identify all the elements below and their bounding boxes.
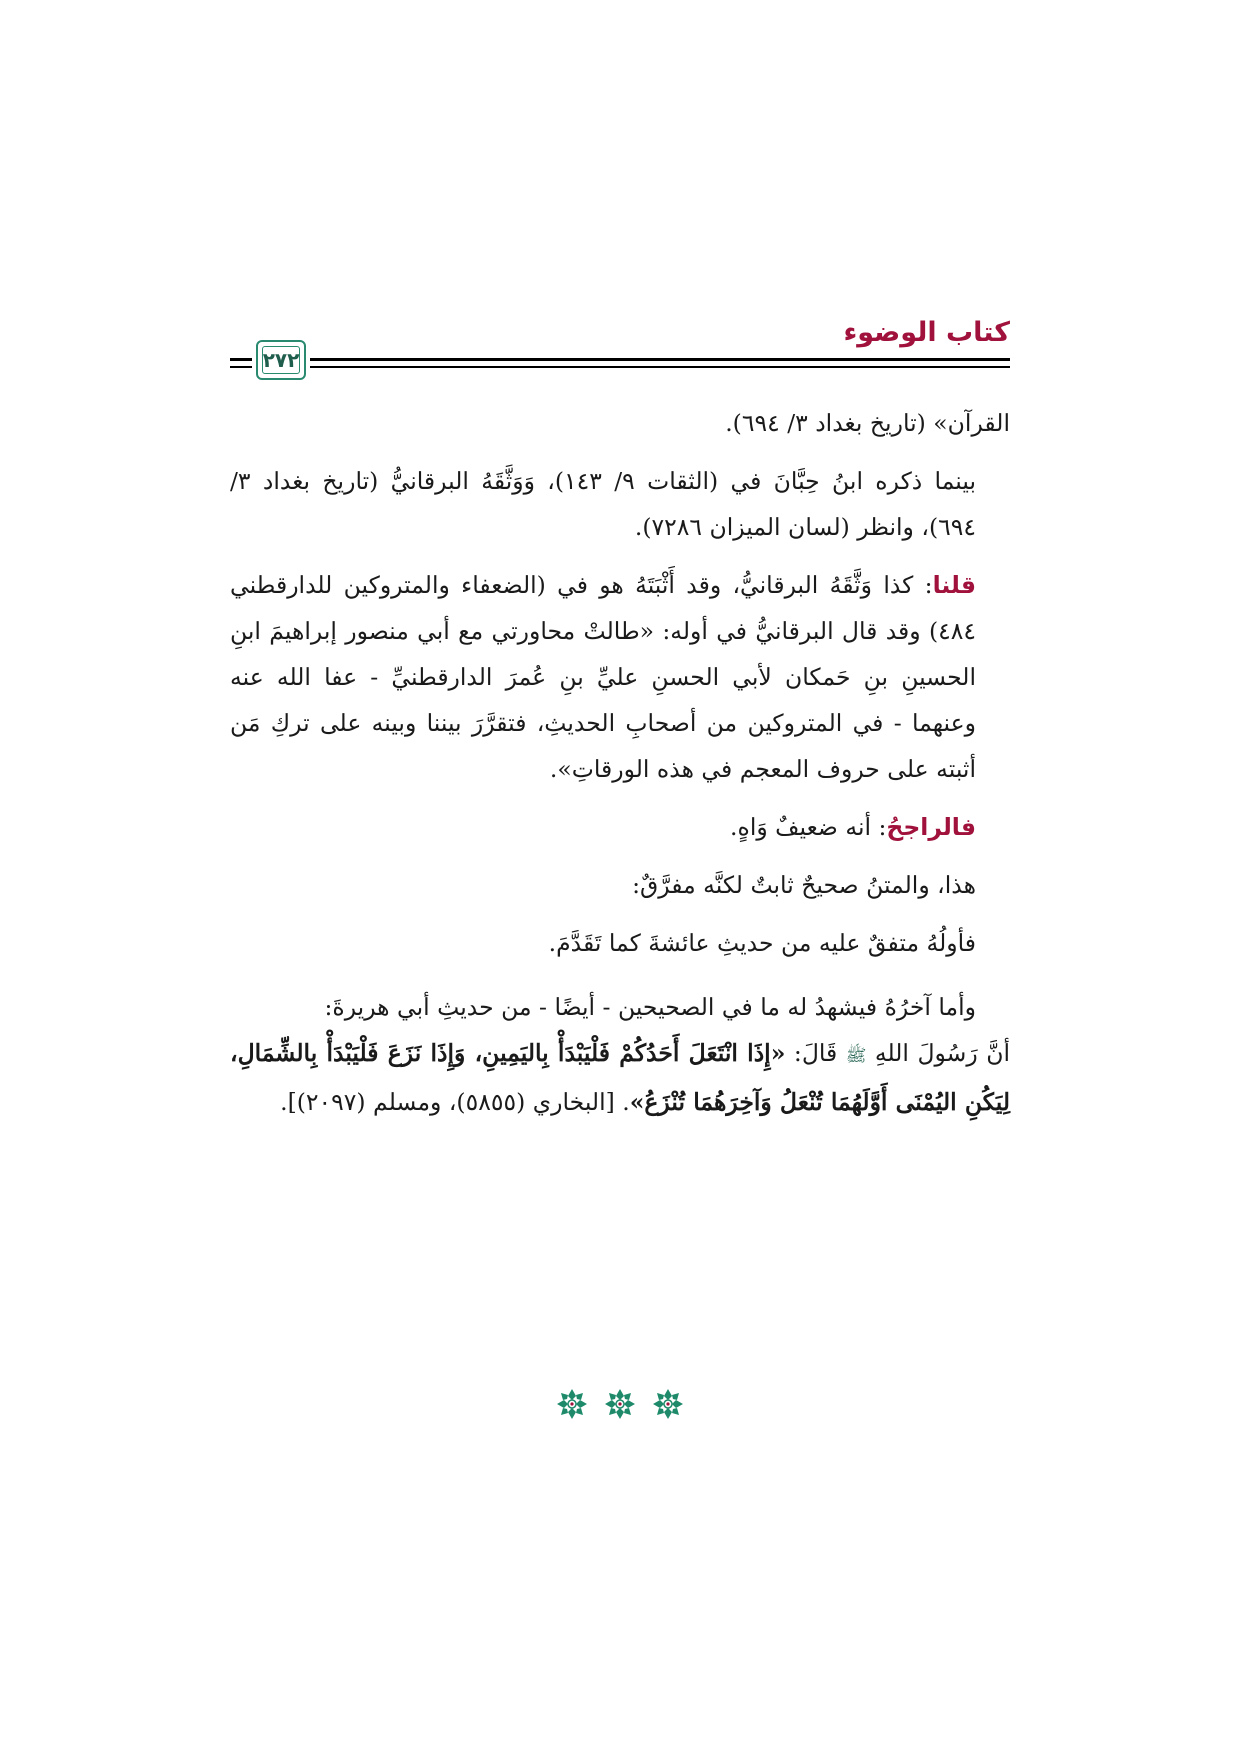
page-number: ٢٧٢ <box>262 348 300 372</box>
header-rule-thick <box>310 358 1010 361</box>
page-number-frame <box>256 340 306 380</box>
ornament-flower-icon <box>652 1388 684 1420</box>
hadith-text: «إِذَا انْتَعَلَ أَحَدُكُمْ فَلْيَبْدَأْ بِاليَمِينِ، وَإِذَا نَزَعَ فَلْيَبْدَأْ بِالشِّمَالِ، لِيَكُنِ اليُمْنَى أَوَّلَهُمَا تُنْعَلُ وَآخِرَهُمَا تُنْزَعُ» <box>230 1039 1010 1116</box>
paragraph-4 <box>230 804 1010 850</box>
paragraph-4-text: : أنه ضعيفٌ وَاهٍ. <box>730 813 887 841</box>
salawat-ligature: ﷺ <box>845 1046 867 1066</box>
hadith-qala: قَالَ: <box>785 1039 846 1067</box>
header-rule-left-thick <box>230 358 252 361</box>
paragraph-5: هذا، والمتنُ صحيحٌ ثابتٌ لكنَّه مفرَّقٌ: <box>632 871 976 899</box>
paragraph-3-text: : كذا وَثَّقَهُ البرقانيُّ، وقد أَثْبَتَهُ هو في (الضعفاء والمتروكين للدارقطني ٤٨٤) وقد قال البرقانيُّ في أوله: «طالتْ محاورتي مع أبي منصور إبراهيمَ ابنِ الحسينِ بنِ حَمكان لأبي الحسنِ عليِّ بنِ عُمرَ الدارقطنيِّ - عفا الله عنه وعنهما - في المتروكين من أصحابِ الحديثِ، فتقرَّرَ بيننا وبينه على تركِ مَن أثبته على حروف المعجم في هذه الورقاتِ». <box>230 571 976 783</box>
body-text <box>230 400 1010 1125</box>
section-ornaments <box>0 1388 1240 1428</box>
paragraph-6: فأولُهُ متفقٌ عليه من حديثِ عائشةَ كما تَقَدَّمَ. <box>548 929 976 957</box>
paragraph-7-intro: وأما آخرُهُ فيشهدُ له ما في الصحيحين - أيضًا - من حديثِ أبي هريرةَ: <box>324 993 976 1021</box>
paragraph-2: بينما ذكره ابنُ حِبَّانَ في (الثقات ٩/ ١٤٣)، وَوَثَّقَهُ البرقانيُّ (تاريخ بغداد ٣/ ٦٩٤)، وانظر (لسان الميزان ٧٢٨٦). <box>230 467 977 541</box>
verdict-label: فالراجحُ <box>886 813 976 841</box>
paragraph-1: القرآن» (تاريخ بغداد ٣/ ٦٩٤). <box>725 409 1010 437</box>
header-rule-thin <box>310 366 1010 368</box>
header-rule-left-thin <box>230 366 252 368</box>
book-title: كتاب الوضوء <box>843 317 1010 348</box>
paragraph-7 <box>230 1030 1010 1125</box>
ornament-flower-icon <box>556 1388 588 1420</box>
paragraph-3 <box>230 562 1010 792</box>
hadith-intro: أنَّ رَسُولَ اللهِ <box>866 1039 1011 1067</box>
hadith-source: . [البخاري (٥٨٥٥)، ومسلم (٢٠٩٧)]. <box>280 1088 630 1116</box>
note-label: قلنا <box>932 571 976 599</box>
ornament-flower-icon <box>604 1388 636 1420</box>
page-header <box>230 318 1010 388</box>
